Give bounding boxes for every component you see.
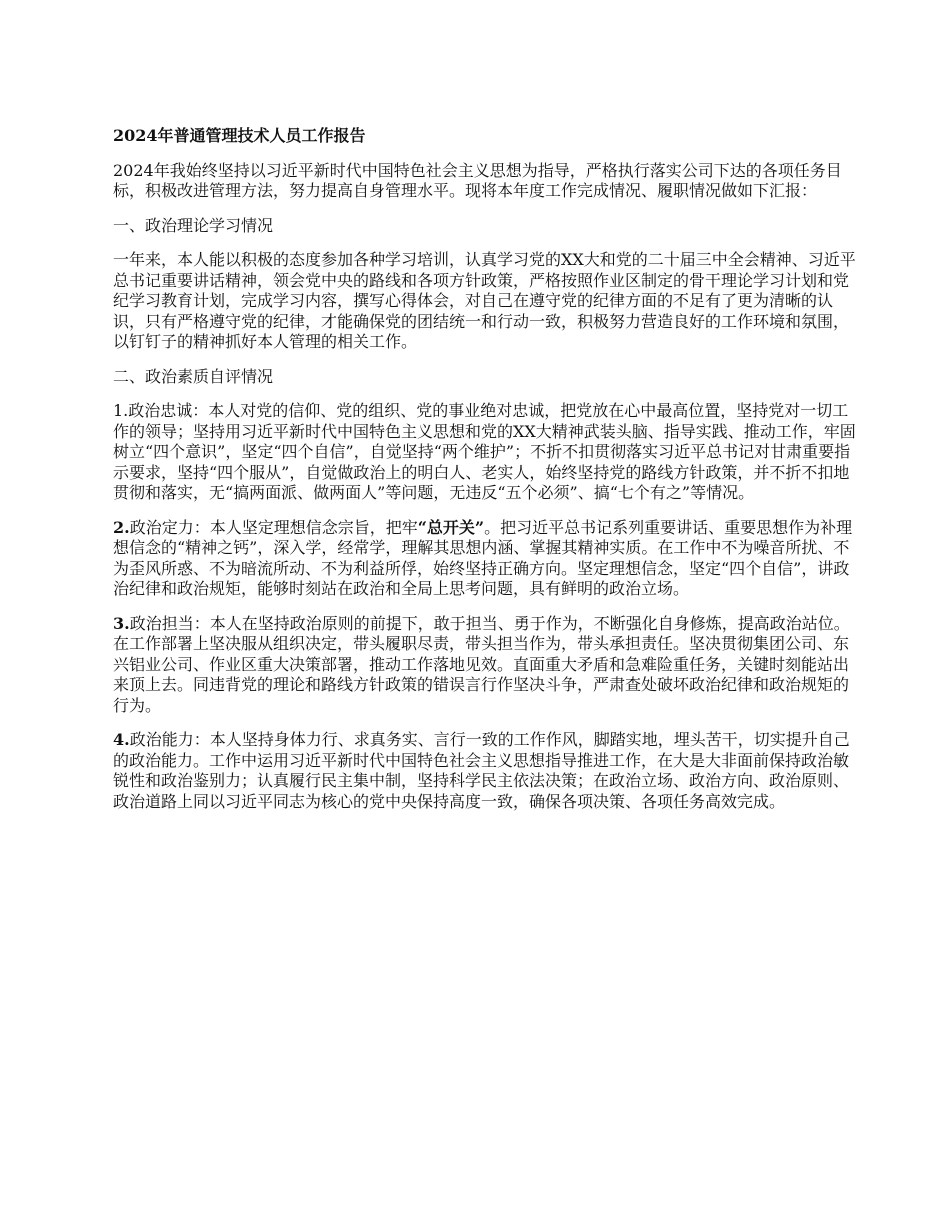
document-page bbox=[113, 126, 858, 826]
item-text: 政治定力：本人坚定理想信念宗旨，把牢 bbox=[129, 517, 418, 537]
item-paragraph-1 bbox=[113, 401, 858, 504]
item-text: 政治担当：本人在坚持政治原则的前提下，敢于担当、勇于作为，不断强化自身修炼，提高政治站位。在工作部署上坚决服从组织决定，带头履职尽责，带头担当作为，带头承担责任。坚决贯彻集团公司、东兴铝业公司、作业区重大决策部署，推动工作落地见效。直面重大矛盾和急难险重任务，关键时刻能站出来顶上去。同违背党的理论和路线方针政策的错误言行作坚决斗争，严肃查处破坏政治纪律和政治规矩的行为。 bbox=[113, 613, 850, 715]
section-1-paragraph: 一年来，本人能以积极的态度参加各种学习培训，认真学习党的XX大和党的二十届三中全会精神、习近平总书记重要讲话精神，领会党中央的路线和各项方针政策，严格按照作业区制定的骨干理论学习计划和党纪学习教育计划，完成学习内容，撰写心得体会，对自己在遵守党的纪律方面的不足有了更为清晰的认识，只有严格遵守党的纪律，才能确保党的团结统一和行动一致，积极努力营造良好的工作环境和氛围，以钉钉子的精神抓好本人管理的相关工作。 bbox=[113, 250, 856, 351]
section-heading-1: 一、政治理论学习情况 bbox=[113, 215, 274, 235]
item-text: 政治忠诚：本人对党的信仰、党的组织、党的事业绝对忠诚，把党放在心中最高位置，坚持党对一切工作的领导；坚持用习近平新时代中国特色主义思想和党的XX大精神武装头脑、指导实践、推动工作，牢固树立“四个意识”，坚定“四个自信”，自觉坚持“两个维护”；不折不扣贯彻落实习近平总书记对甘肃重要指示要求，坚持“四个服从”，自觉做政治上的明白人、老实人，始终坚持党的路线方针政策，并不折不扣地贯彻和落实，无“搞两面派、做两面人”等问题，无违反“五个必须”、搞“七个有之”等情况。 bbox=[113, 401, 856, 502]
item-number: 2. bbox=[113, 517, 130, 537]
item-paragraph-4 bbox=[113, 730, 858, 812]
item-text: 政治能力：本人坚持身体力行、求真务实、言行一致的工作作风，脚踏实地，埋头苦干，切实提升自己的政治能力。工作中运用习近平新时代中国特色社会主义思想指导推进工作，在大是大非面前保持政治敏锐性和政治鉴别力；认真履行民主集中制，坚持科学民主依法决策；在政治立场、政治方向、政治原则、政治道路上同以习近平同志为核心的党中央保持高度一致，确保各项决策、各项任务高效完成。 bbox=[113, 730, 850, 811]
item-paragraph-3 bbox=[113, 614, 858, 717]
item-paragraph-2 bbox=[113, 518, 858, 600]
item-number: 1. bbox=[113, 401, 129, 420]
item-number: 3. bbox=[113, 613, 130, 633]
document-title: 2024年普通管理技术人员工作报告 bbox=[113, 126, 366, 145]
item-text: 。把习近平总书记系列重要讲话、重要思想作为补理想信念的“精神之钙”，深入学，经常学，理解其思想内涵、掌握其精神实质。在工作中不为噪音所扰、不为歪风所惑、不为暗流所动、不为利益所俘，始终坚持正确方向。坚定理想信念，坚定“四个自信”，讲政治纪律和政治规矩，能够时刻站在政治和全局上思考问题，具有鲜明的政治立场。 bbox=[113, 517, 853, 598]
item-number: 4. bbox=[113, 730, 130, 749]
section-heading-2: 二、政治素质自评情况 bbox=[113, 366, 274, 386]
intro-paragraph: 2024年我始终坚持以习近平新时代中国特色社会主义思想为指导，严格执行落实公司下达的各项任务目标，积极改进管理方法，努力提高自身管理水平。现将本年度工作完成情况、履职情况做如下汇报： bbox=[113, 160, 842, 200]
item-emphasis: “总开关” bbox=[417, 517, 485, 537]
